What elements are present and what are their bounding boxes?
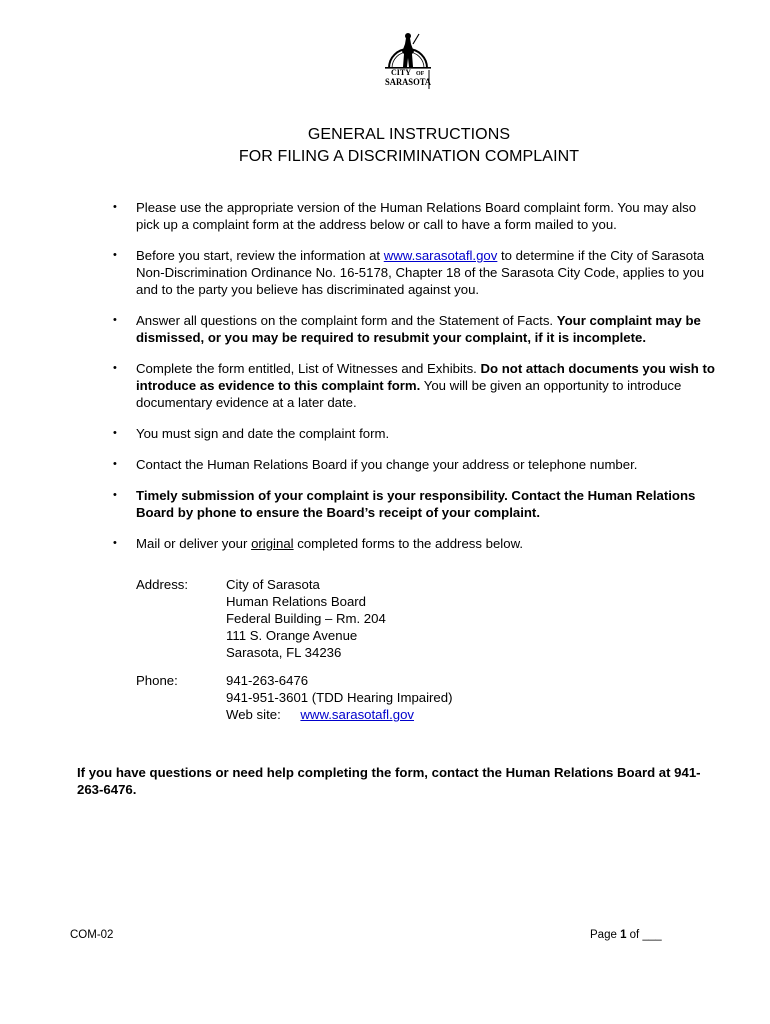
instruction-item: • Mail or deliver your original completed forms to the address below. <box>113 536 524 551</box>
instructions-list <box>110 199 720 566</box>
phone-label: Phone: <box>136 673 178 688</box>
website-link[interactable]: www.sarasotafl.gov <box>300 707 415 722</box>
current-page: 1 <box>620 929 627 941</box>
page-number: Page 1 of ___ <box>590 929 662 941</box>
svg-text:CITY: CITY <box>391 68 412 77</box>
bullet-icon: • <box>113 249 117 261</box>
warning-text: Timely submission of your complaint is your responsibility. Contact the Human Relations Board by phone to ensure the Board’s receipt of your complaint. <box>136 488 696 520</box>
address-line: Sarasota, FL 34236 <box>226 645 342 660</box>
instruction-item <box>110 487 720 521</box>
warning-text: Your complaint may be dismissed, or you may be required to resubmit your complaint, if it is incomplete. <box>136 313 701 345</box>
address-line: 111 S. Orange Avenue <box>226 628 358 643</box>
website-label: Web site: <box>226 707 281 722</box>
form-code: COM-02 <box>70 929 114 941</box>
svg-text:SARASOTA: SARASOTA <box>385 77 432 87</box>
bullet-icon: • <box>113 201 117 213</box>
phone-lines <box>226 672 453 723</box>
bullet-icon: • <box>113 489 117 501</box>
instruction-item: • Contact the Human Relations Board if you change your address or telephone number. <box>113 457 638 472</box>
instruction-item: • Answer all questions on the complaint form and the Statement of Facts. Your complaint may be dismissed, or you may be required to resubmit your complaint, if it is incomplete. <box>113 313 701 345</box>
address-line: Human Relations Board <box>226 594 367 609</box>
title-line-1: GENERAL INSTRUCTIONS <box>307 126 511 143</box>
warning-text: Do not attach documents you wish to introduce as evidence to this complaint form. <box>136 361 715 393</box>
title-line-2: FOR FILING A DISCRIMINATION COMPLAINT <box>238 148 580 165</box>
underlined-word: original <box>251 536 294 551</box>
website-link[interactable]: www.sarasotafl.gov <box>383 248 498 263</box>
city-of-sarasota-seal <box>383 30 433 90</box>
bullet-icon: • <box>113 458 117 470</box>
svg-text:OF: OF <box>416 71 425 77</box>
page-title <box>0 124 770 168</box>
bullet-icon: • <box>113 537 117 549</box>
address-lines <box>226 576 386 661</box>
website-line <box>226 706 453 723</box>
help-text: If you have questions or need help completing the form, contact the Human Relations Board at 941-263-6476. <box>77 765 701 797</box>
phone-number: 941-263-6476 <box>226 673 309 688</box>
instruction-item: • Before you start, review the information at www.sarasotafl.gov to determine if the City of Sarasota Non-Discrimination Ordinance No. 16-5178, Chapter 18 of the Sarasota City Code, applies to you and to the party you believe has discriminated against you. <box>113 248 705 297</box>
tdd-number: 941-951-3601 (TDD Hearing Impaired) <box>226 690 453 705</box>
address-line: City of Sarasota <box>226 577 320 592</box>
bullet-icon: • <box>113 427 117 439</box>
instruction-item: • Complete the form entitled, List of Witnesses and Exhibits. Do not attach documents you wish to introduce as evidence to this complaint form. You will be given an opportunity to introduce documentary evidence at a later date. <box>113 361 715 410</box>
bullet-icon: • <box>113 362 117 374</box>
bullet-icon: • <box>113 314 117 326</box>
address-label: Address: <box>136 577 189 592</box>
address-line: Federal Building – Rm. 204 <box>226 611 386 626</box>
instruction-item: • You must sign and date the complaint form. <box>113 426 390 441</box>
instruction-item: • Please use the appropriate version of the Human Relations Board complaint form. You may also pick up a complaint form at the address below or call to have a form mailed to you. <box>113 200 697 232</box>
